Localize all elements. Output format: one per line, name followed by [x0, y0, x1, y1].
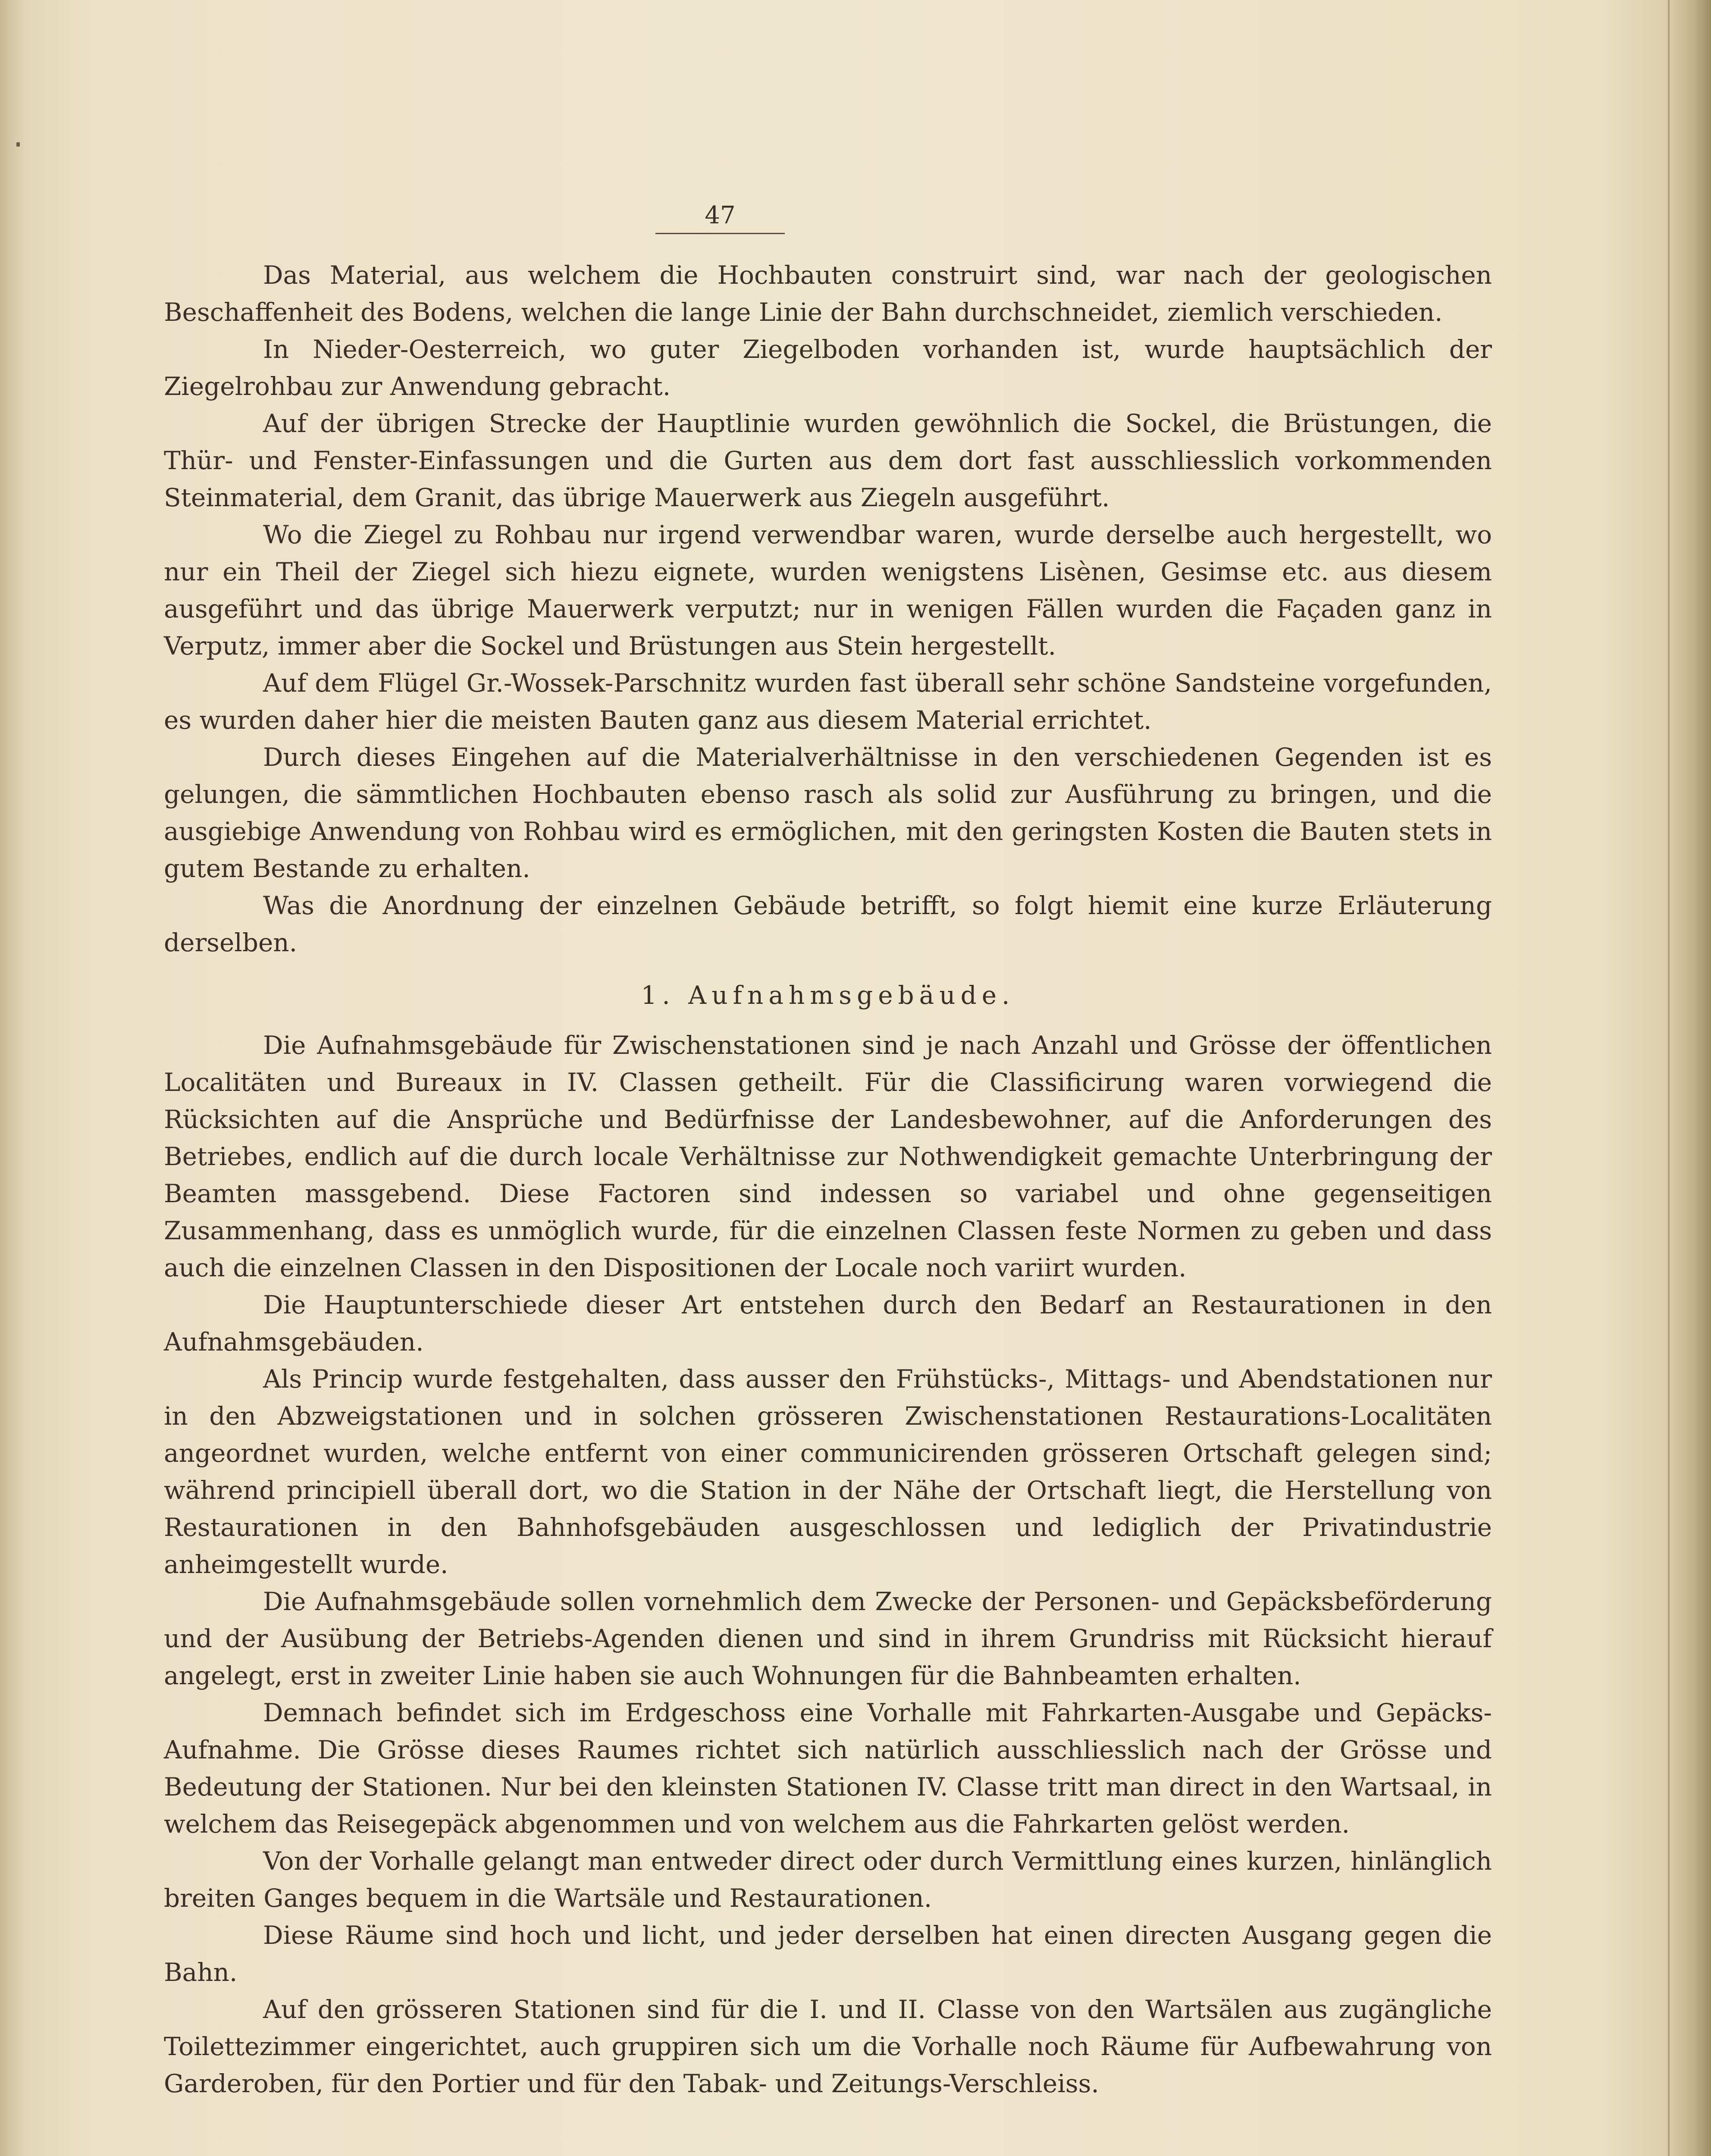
page-edge-shadow	[1672, 0, 1711, 2156]
paragraph: In Nieder-Oesterreich, wo guter Ziegelboden vorhanden ist, wurde hauptsächlich der Ziegelrohbau zur Anwendung gebracht.	[164, 335, 1492, 401]
paragraph: Wo die Ziegel zu Rohbau nur irgend verwendbar waren, wurde derselbe auch hergestellt, wo nur ein Theil der Ziegel sich hiezu eignete, wurden wenigstens Lisènen, Gesimse etc. aus diesem ausgeführt und das übrige Mauerwerk verputzt; nur in wenigen Fällen wurden die Façaden ganz in Verputz, immer aber die Sockel und Brüstungen aus Stein hergestellt.	[164, 520, 1492, 661]
paragraph: Auf der übrigen Strecke der Hauptlinie wurden gewöhnlich die Sockel, die Brüstungen, die Thür- und Fenster-Einfassungen und die Gurten aus dem dort fast ausschliesslich vorkommenden Steinmaterial, dem Granit, das übrige Mauerwerk aus Ziegeln ausgeführt.	[164, 409, 1492, 512]
paragraph: Demnach befindet sich im Erdgeschoss eine Vorhalle mit Fahrkarten-Ausgabe und Gepäcks-Aufnahme. Die Grösse dieses Raumes richtet sich natürlich ausschliesslich nach der Grösse und Bedeutung der Stationen. Nur bei den kleinsten Stationen IV. Classe tritt man direct in den Wartsaal, in welchem das Reisegepäck abgenommen und von welchem aus die Fahrkarten gelöst werden.	[164, 1698, 1492, 1839]
margin-mark	[16, 142, 20, 147]
paragraph: Von der Vorhalle gelangt man entweder direct oder durch Vermittlung eines kurzen, hinlänglich breiten Ganges bequem in die Wartsäle und Restaurationen.	[164, 1846, 1492, 1913]
document-page	[164, 198, 1492, 2102]
paragraph: Diese Räume sind hoch und licht, und jeder derselben hat einen directen Ausgang gegen die Bahn.	[164, 1921, 1492, 1987]
page-number: 47	[655, 198, 785, 234]
paragraph: Die Aufnahmsgebäude sollen vornehmlich dem Zwecke der Personen- und Gepäcksbeförderung und der Ausübung der Betriebs-Agenden dienen und sind in ihrem Grundriss mit Rücksicht hierauf angelegt, erst in zweiter Linie haben sie auch Wohnungen für die Bahnbeamten erhalten.	[164, 1587, 1492, 1690]
paragraph: Die Hauptunterschiede dieser Art entstehen durch den Bedarf an Restaurationen in den Aufnahmsgebäuden.	[164, 1290, 1492, 1357]
paragraph: Auf den grösseren Stationen sind für die I. und II. Classe von den Wartsälen aus zugängliche Toilettezimmer eingerichtet, auch gruppiren sich um die Vorhalle noch Räume für Aufbewahrung von Garderoben, für den Portier und für den Tabak- und Zeitungs-Verschleiss.	[164, 1995, 1492, 2098]
paragraph: Durch dieses Eingehen auf die Materialverhältnisse in den verschiedenen Gegenden ist es gelungen, die sämmtlichen Hochbauten ebenso rasch als solid zur Ausführung zu bringen, und die ausgiebige Anwendung von Rohbau wird es ermöglichen, mit den geringsten Kosten die Bauten stets in gutem Bestande zu erhalten.	[164, 743, 1492, 883]
page-fold-line	[1668, 0, 1670, 2156]
paragraph: Auf dem Flügel Gr.-Wossek-Parschnitz wurden fast überall sehr schöne Sandsteine vorgefunden, es wurden daher hier die meisten Bauten ganz aus diesem Material errichtet.	[164, 668, 1492, 735]
section-heading: 1. Aufnahmsgebäude.	[641, 981, 1015, 1010]
paragraph: Was die Anordnung der einzelnen Gebäude betrifft, so folgt hiemit eine kurze Erläuterung derselben.	[164, 891, 1492, 957]
paragraph: Als Princip wurde festgehalten, dass ausser den Frühstücks-, Mittags- und Abendstationen nur in den Abzweigstationen und in solchen grösseren Zwischenstationen Restaurations-Localitäten angeordnet wurden, welche entfernt von einer communicirenden grösseren Ortschaft gelegen sind; während principiell überall dort, wo die Station in der Nähe der Ortschaft liegt, die Herstellung von Restaurationen in den Bahnhofsgebäuden ausgeschlossen und lediglich der Privatindustrie anheimgestellt wurde.	[164, 1364, 1492, 1579]
paragraph: Die Aufnahmsgebäude für Zwischenstationen sind je nach Anzahl und Grösse der öffentlichen Localitäten und Bureaux in IV. Classen getheilt. Für die Classificirung waren vorwiegend die Rücksichten auf die Ansprüche und Bedürfnisse der Landesbewohner, auf die Anforderungen des Betriebes, endlich auf die durch locale Verhältnisse zur Nothwendigkeit gemachte Unterbringung der Beamten massgebend. Diese Factoren sind indessen so variabel und ohne gegenseitigen Zusammenhang, dass es unmöglich wurde, für die einzelnen Classen feste Normen zu geben und dass auch die einzelnen Classen in den Dispositionen der Locale noch variirt wurden.	[164, 1031, 1492, 1282]
paragraph: Das Material, aus welchem die Hochbauten construirt sind, war nach der geologischen Beschaffenheit des Bodens, welchen die lange Linie der Bahn durchschneidet, ziemlich verschieden.	[164, 260, 1492, 327]
